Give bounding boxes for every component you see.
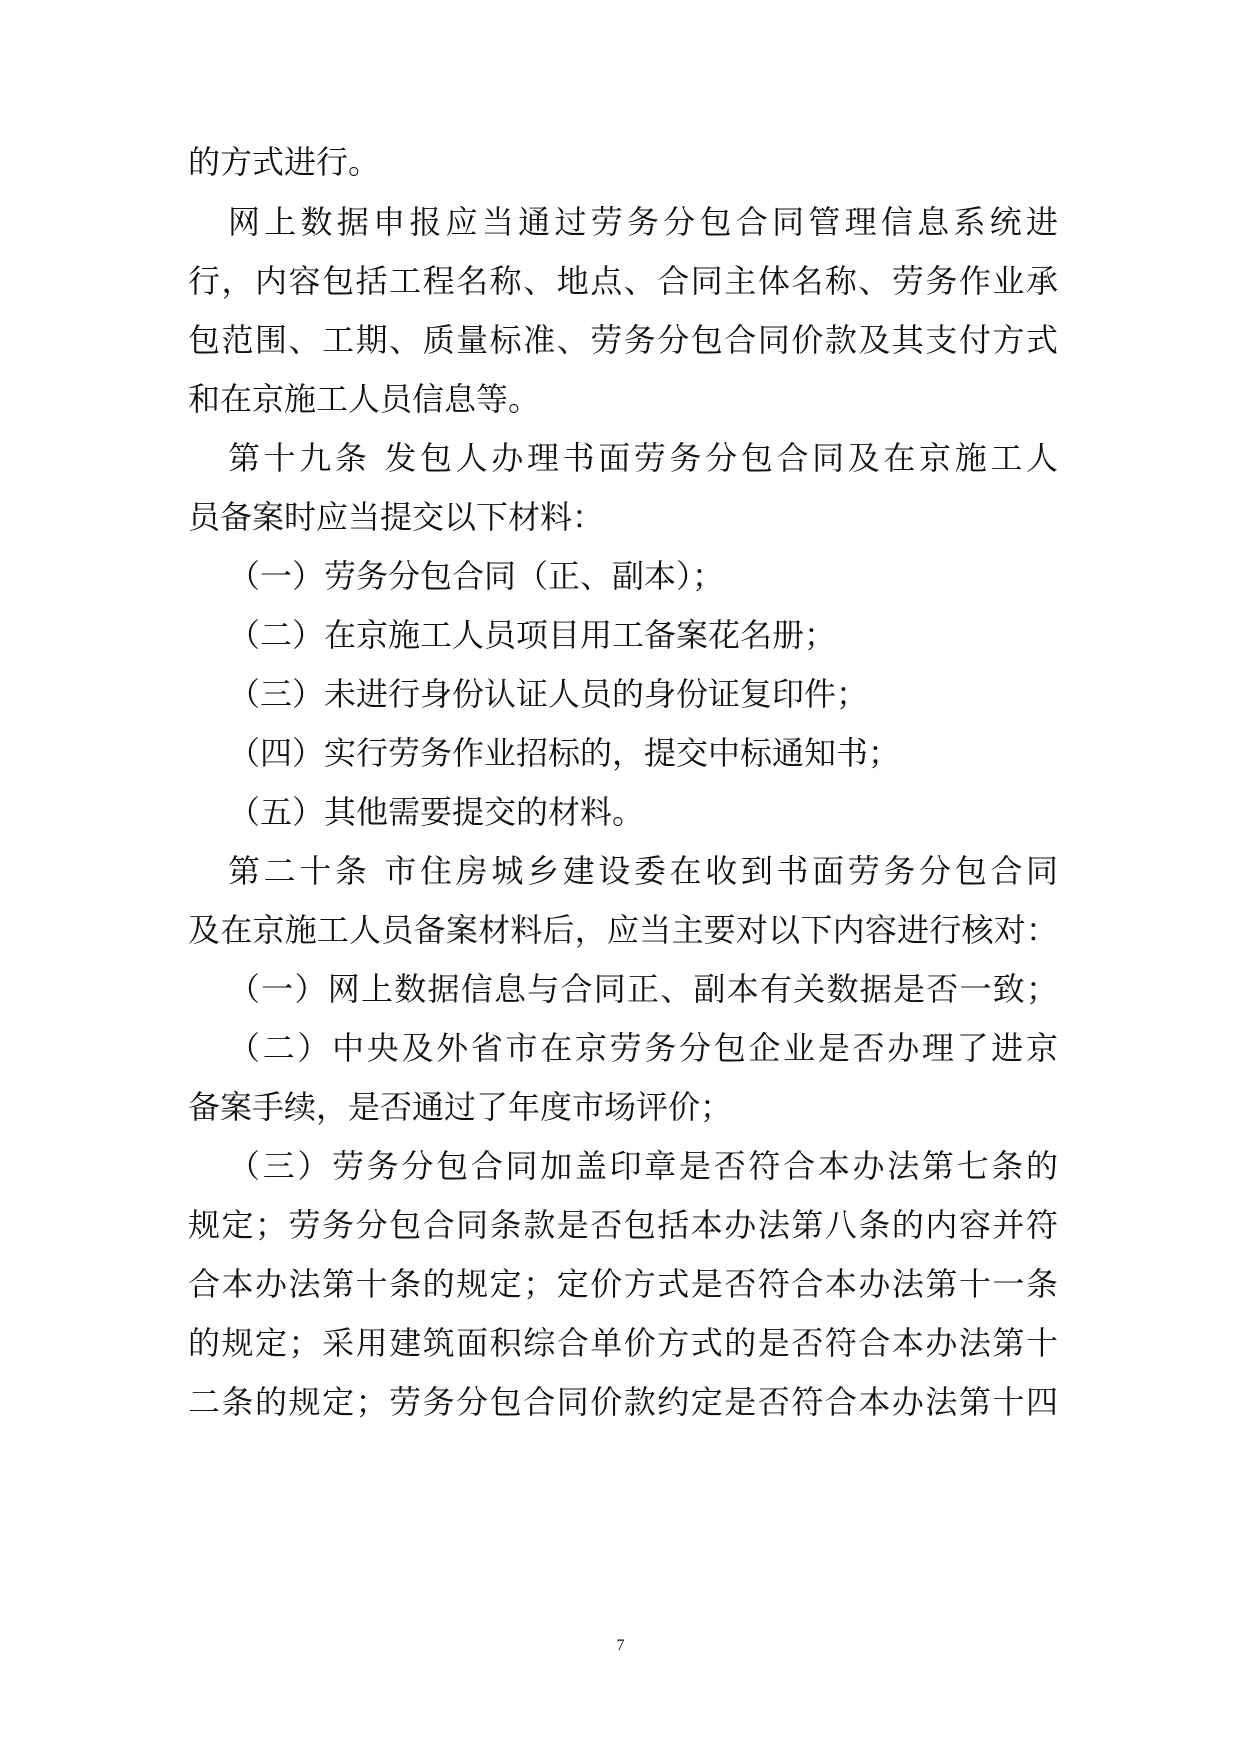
paragraph-line: 的方式进行。	[188, 143, 381, 181]
paragraph-line: 规定；劳务分包合同条款是否包括本办法第八条的内容并符	[188, 1206, 1058, 1244]
paragraph-line: 合本办法第十条的规定；定价方式是否符合本办法第十一条	[188, 1265, 1058, 1303]
paragraph-line: 员备案时应当提交以下材料：	[188, 498, 605, 536]
article-heading-line: 第二十条 市住房城乡建设委在收到书面劳务分包合同	[228, 852, 1058, 890]
article-heading-line: 第十九条 发包人办理书面劳务分包合同及在京施工人	[228, 439, 1058, 477]
list-item: （五）其他需要提交的材料。	[228, 793, 645, 831]
list-item: （三）未进行身份认证人员的身份证复印件；	[228, 675, 869, 713]
paragraph-line: 网上数据申报应当通过劳务分包合同管理信息系统进	[228, 203, 1058, 241]
list-item: （二）在京施工人员项目用工备案花名册；	[228, 616, 837, 654]
list-item: （三）劳务分包合同加盖印章是否符合本办法第七条的	[228, 1147, 1058, 1185]
paragraph-line: 的规定；采用建筑面积综合单价方式的是否符合本办法第十	[188, 1324, 1058, 1362]
paragraph-line: 包范围、工期、质量标准、劳务分包合同价款及其支付方式	[188, 321, 1058, 359]
list-item: （一）劳务分包合同（正、副本）；	[228, 557, 725, 595]
paragraph-line: 行，内容包括工程名称、地点、合同主体名称、劳务作业承	[188, 262, 1058, 300]
page-number: 7	[616, 1637, 625, 1654]
paragraph-line: 备案手续，是否通过了年度市场评价；	[188, 1088, 733, 1126]
list-item: （四）实行劳务作业招标的，提交中标通知书；	[228, 734, 901, 772]
paragraph-line: 和在京施工人员信息等。	[188, 380, 541, 418]
list-item: （二）中央及外省市在京劳务分包企业是否办理了进京	[228, 1029, 1058, 1067]
list-item: （一）网上数据信息与合同正、副本有关数据是否一致；	[228, 970, 1058, 1008]
paragraph-line: 及在京施工人员备案材料后，应当主要对以下内容进行核对：	[188, 911, 1058, 949]
paragraph-line: 二条的规定；劳务分包合同价款约定是否符合本办法第十四	[188, 1383, 1058, 1421]
